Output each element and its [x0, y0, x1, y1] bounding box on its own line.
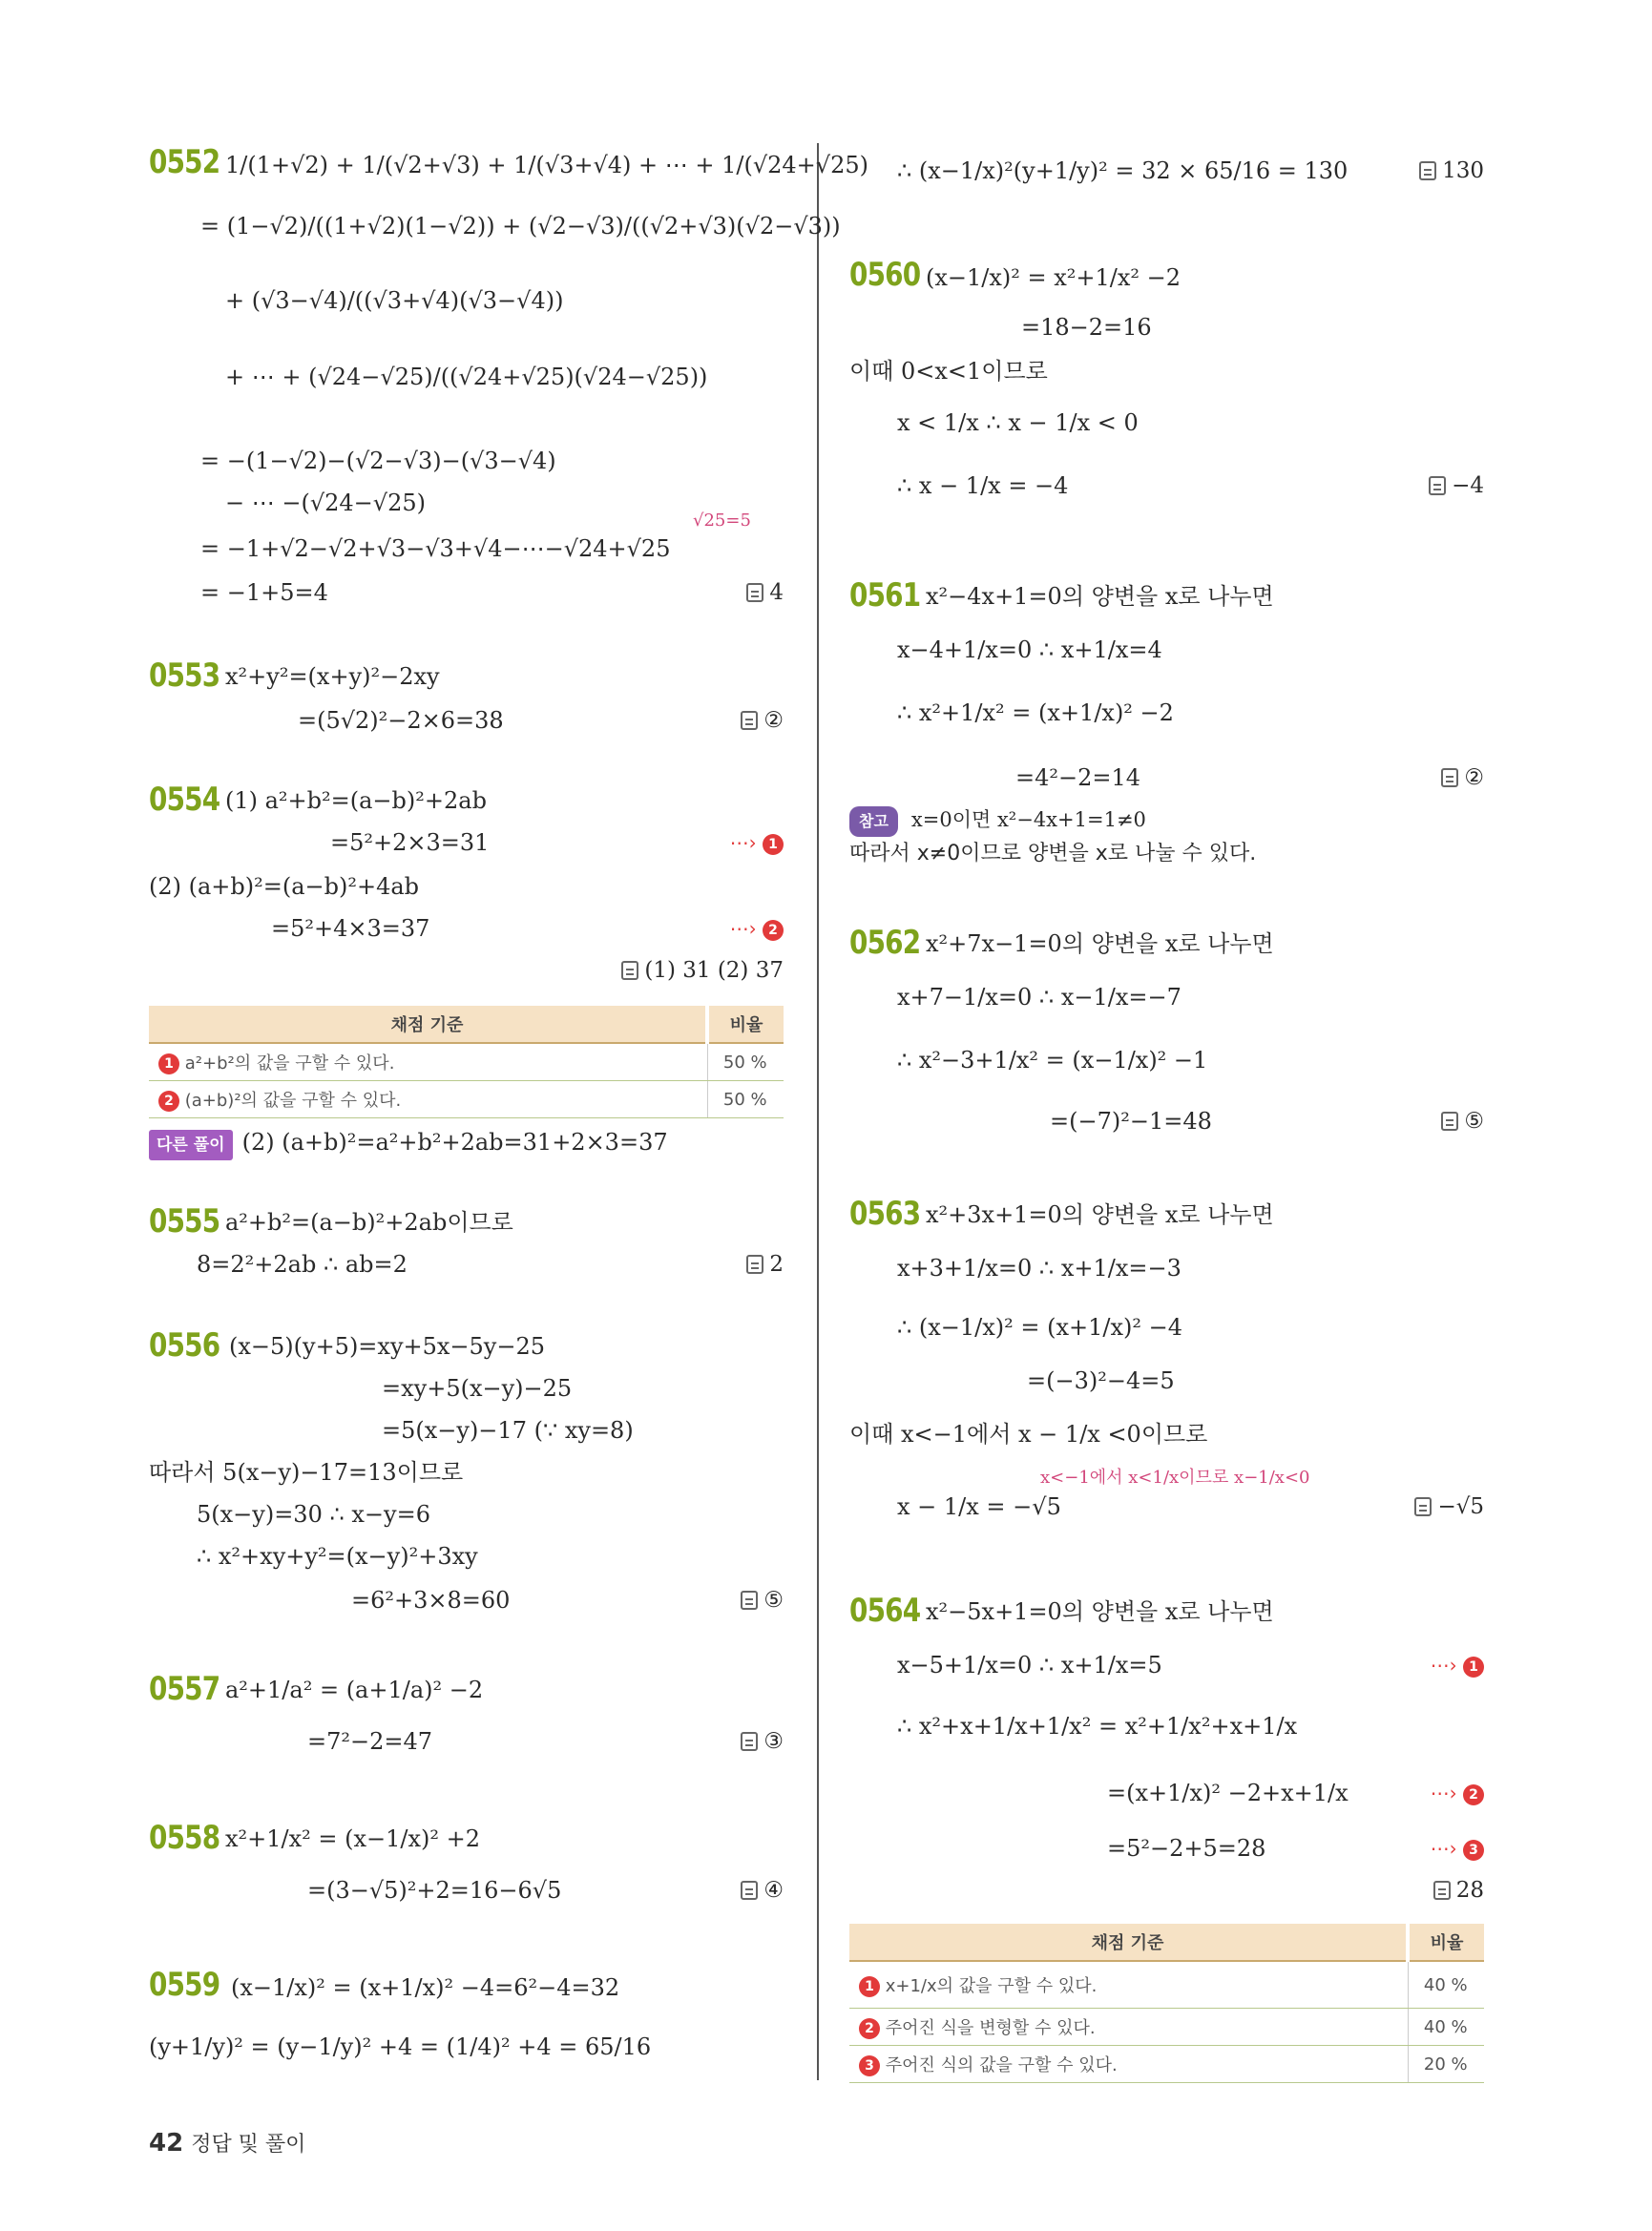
solution-line: (x−5)(y+5)=xy+5x−5y−25: [229, 1333, 546, 1360]
problem-number: 0553: [149, 657, 220, 695]
page-footer: [149, 2128, 305, 2158]
solution-line: a²+b²=(a−b)²+2ab이므로: [225, 1209, 513, 1236]
problem-number: 0560: [849, 256, 921, 294]
solution-line: ∴ x²+xy+y²=(x−y)²+3xy: [197, 1543, 478, 1570]
solution-line: =5²+2×3=31: [330, 829, 490, 856]
solution-line: =(5√2)²−2×6=38: [298, 707, 504, 734]
answer: 4: [746, 578, 784, 607]
answer: ③: [741, 1727, 784, 1756]
step-marker: ⋯› 2: [1431, 1779, 1484, 1807]
answer: ②: [1441, 763, 1484, 792]
answer-icon: [1441, 1112, 1458, 1131]
solution-line: =(−7)²−1=48: [1050, 1108, 1212, 1135]
problem-number: 0563: [849, 1195, 921, 1233]
solution-line: (x−1/x)² = (x+1/x)² −4=6²−4=32: [231, 1974, 620, 2001]
problem-number: 0559: [149, 1966, 220, 2004]
answer-icon: [741, 1881, 758, 1900]
solution-line: =7²−2=47: [307, 1728, 433, 1755]
solution-line: x < 1/x ∴ x − 1/x < 0: [897, 409, 1139, 436]
annotation-note: x<−1에서 x<1/x이므로 x−1/x<0: [1040, 1468, 1310, 1488]
grading-table: 채점 기준 비율 1 x+1/x의 값을 구할 수 있다. 40 % 2 주어진 식을 변형할 수 있다. 40 % 3 주어진 식의 값을 구할 수 있다. 20 %: [849, 1924, 1484, 2083]
solution-line: =(x+1/x)² −2+x+1/x: [1107, 1780, 1349, 1806]
footer-title: 정답 및 풀이: [191, 2133, 306, 2157]
step-marker: ⋯› 1: [1431, 1651, 1484, 1679]
grading-table: 채점 기준 비율 1 a²+b²의 값을 구할 수 있다. 50 % 2 (a+b)²의 값을 구할 수 있다. 50 %: [149, 1006, 784, 1118]
solution-line: =(3−√5)²+2=16−6√5: [307, 1877, 562, 1904]
solution-line: =4²−2=14: [1015, 764, 1141, 791]
reference-note: 따라서 x≠0이므로 양변을 x로 나눌 수 있다.: [849, 842, 1257, 865]
column-divider: [817, 143, 819, 2080]
problem-number: 0554: [149, 781, 220, 819]
solution-line: = −(1−√2)−(√2−√3)−(√3−√4): [200, 448, 556, 474]
answer: ④: [741, 1876, 784, 1905]
answer: (1) 31 (2) 37: [621, 956, 784, 985]
solution-line: =5²+4×3=37: [271, 915, 430, 942]
answer: ⑤: [741, 1586, 784, 1615]
solution-line: ∴ x²+1/x² = (x+1/x)² −2: [897, 699, 1174, 726]
solution-line: = −1+5=4: [200, 579, 328, 606]
solution-line: ∴ x − 1/x = −4: [897, 472, 1069, 499]
solution-line: x+7−1/x=0 ∴ x−1/x=−7: [897, 984, 1181, 1011]
answer: 28: [1433, 1876, 1484, 1905]
solution-line: ∴ x²+x+1/x+1/x² = x²+1/x²+x+1/x: [897, 1713, 1298, 1740]
solution-line: (y+1/y)² = (y−1/y)² +4 = (1/4)² +4 = 65/16: [149, 2033, 652, 2060]
problem-number: 0558: [149, 1819, 220, 1857]
alt-badge: 다른 풀이: [149, 1130, 233, 1160]
ref-badge: 참고: [849, 806, 898, 837]
step-marker: ⋯› 2: [730, 914, 784, 943]
answer-icon: [1419, 161, 1436, 180]
answer-icon: [1414, 1497, 1432, 1516]
solution-line: + ⋯ + (√24−√25)/((√24+√25)(√24−√25)): [225, 364, 708, 390]
page-number: 42: [149, 2129, 184, 2158]
solution-line: 이때 x<−1에서 x − 1/x <0이므로: [849, 1421, 1208, 1448]
solution-line: = (1−√2)/((1+√2)(1−√2)) + (√2−√3)/((√2+√3)(√2−√3)): [200, 213, 841, 240]
solution-line: x − 1/x = −√5: [897, 1493, 1061, 1520]
reference-note: 참고 x=0이면 x²−4x+1=1≠0: [849, 805, 1146, 837]
annotation-note: √25=5: [693, 511, 751, 531]
solution-line: ∴ (x−1/x)² = (x+1/x)² −4: [897, 1314, 1183, 1341]
solution-line: ∴ x²−3+1/x² = (x−1/x)² −1: [897, 1047, 1208, 1074]
answer-icon: [746, 1255, 763, 1274]
problem-number: 0555: [149, 1202, 220, 1241]
solution-line: a²+1/a² = (a+1/a)² −2: [225, 1677, 484, 1703]
solution-line: (1) a²+b²=(a−b)²+2ab: [225, 787, 487, 814]
problem-number: 0562: [849, 924, 921, 962]
solution-line: x−5+1/x=0 ∴ x+1/x=5: [897, 1652, 1162, 1678]
solution-line: x²+1/x² = (x−1/x)² +2: [225, 1825, 481, 1852]
answer: ②: [741, 706, 784, 735]
answer-icon: [1441, 768, 1458, 787]
solution-line: 8=2²+2ab ∴ ab=2: [197, 1251, 408, 1278]
solution-line: x²−5x+1=0의 양변을 x로 나누면: [926, 1598, 1274, 1625]
solution-line: (2) (a+b)²=(a−b)²+4ab: [149, 873, 420, 900]
answer-icon: [1433, 1881, 1451, 1900]
step-marker: ⋯› 3: [1431, 1834, 1484, 1863]
solution-line: x²−4x+1=0의 양변을 x로 나누면: [926, 583, 1274, 610]
solution-line: + (√3−√4)/((√3+√4)(√3−√4)): [225, 287, 564, 314]
solution-line: − ⋯ −(√24−√25): [225, 490, 426, 516]
alternative-solution: 다른 풀이 (2) (a+b)²=a²+b²+2ab=31+2×3=37: [149, 1128, 668, 1160]
solution-line: =(−3)²−4=5: [1027, 1367, 1175, 1394]
solution-line: 따라서 5(x−y)−17=13이므로: [149, 1459, 464, 1486]
solution-line: (x−1/x)² = x²+1/x² −2: [926, 264, 1181, 291]
problem-number: 0561: [849, 576, 921, 615]
answer-icon: [621, 961, 638, 980]
answer-icon: [746, 583, 763, 602]
solution-line: =5(x−y)−17 (∵ xy=8): [382, 1417, 634, 1444]
solution-line: 5(x−y)=30 ∴ x−y=6: [197, 1501, 430, 1528]
problem-number: 0564: [849, 1592, 921, 1630]
solution-line: =18−2=16: [1021, 314, 1152, 341]
answer-icon: [1429, 476, 1446, 495]
solution-line: 1/(1+√2) + 1/(√2+√3) + 1/(√3+√4) + ⋯ + 1/(√24+√25): [225, 152, 868, 178]
solution-line: x²+y²=(x+y)²−2xy: [225, 663, 440, 690]
answer-icon: [741, 1732, 758, 1751]
step-marker: ⋯› 1: [730, 828, 784, 857]
solution-line: x−4+1/x=0 ∴ x+1/x=4: [897, 636, 1162, 663]
solution-line: = −1+√2−√2+√3−√3+√4−⋯−√24+√25: [200, 535, 671, 562]
solution-line: x²+3x+1=0의 양변을 x로 나누면: [926, 1201, 1274, 1228]
solution-line: 이때 0<x<1이므로: [849, 358, 1048, 385]
problem-number: 0556: [149, 1326, 220, 1365]
solution-line: =xy+5(x−y)−25: [382, 1375, 573, 1402]
answer: ⑤: [1441, 1107, 1484, 1136]
answer-icon: [741, 711, 758, 730]
solution-line: ∴ (x−1/x)²(y+1/y)² = 32 × 65/16 = 130: [897, 157, 1349, 184]
solution-line: x²+7x−1=0의 양변을 x로 나누면: [926, 930, 1274, 957]
solution-line: =5²−2+5=28: [1107, 1835, 1266, 1862]
problem-number: 0557: [149, 1670, 220, 1708]
answer: −4: [1429, 471, 1484, 500]
answer-icon: [741, 1591, 758, 1610]
answer: −√5: [1414, 1492, 1484, 1521]
solution-line: x+3+1/x=0 ∴ x+1/x=−3: [897, 1255, 1181, 1282]
answer: 2: [746, 1250, 784, 1279]
solution-line: =6²+3×8=60: [351, 1587, 511, 1614]
problem-number: 0552: [149, 143, 220, 181]
answer: 130: [1419, 156, 1484, 185]
